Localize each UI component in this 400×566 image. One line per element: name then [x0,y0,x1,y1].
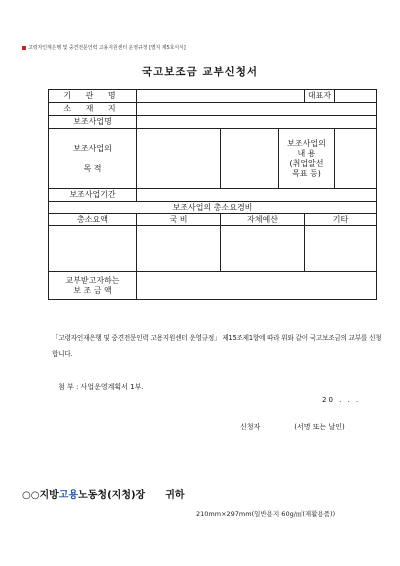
paper-spec-footer: 210mm×297mm(일반용지 60g/㎡(재활용품)) [196,510,336,518]
field-self-amount[interactable] [221,226,305,272]
label-location: 소 재 지 [49,103,137,116]
label-representative: 대표자 [305,90,335,103]
addressee [22,486,185,501]
field-representative[interactable] [335,90,377,103]
field-grant-amount[interactable] [137,272,377,300]
field-project-content[interactable] [335,129,377,189]
col-header-national: 국 비 [137,214,221,226]
label-project-purpose: 보조사업의 목 적 [49,129,137,189]
field-other-amount[interactable] [305,226,377,272]
label-project-period: 보조사업기간 [49,189,137,202]
label-project-name: 보조사업명 [49,116,137,129]
field-project-period[interactable] [137,189,377,202]
header-note-text: 고령자인재은행 및 중견전문인력 고용지원센터 운영규정 [별지 제5호서식] [28,45,186,51]
field-national-amount[interactable] [137,226,221,272]
field-institution-name[interactable] [137,90,305,103]
field-project-purpose[interactable] [137,129,221,189]
label-project-content: 보조사업의 내 용 (취업알선 목표 등) [279,129,335,189]
declaration-text: 「고령자인재은행 및 중견전문인력 고용지원센터 운영규정」 제15조제1항에 따라 위와 같이 국고보조금의 교부를 신청합니다. [52,334,382,358]
field-project-name[interactable] [137,116,377,129]
field-total-amount[interactable] [49,226,137,272]
form-title: 국고보조금 교부신청서 [141,66,259,78]
field-project-purpose-extra[interactable] [221,129,279,189]
field-location[interactable] [137,103,377,116]
signature-note: (서명 또는 날인) [294,423,345,431]
attachment-line: 첨 부 : 사업운영계획서 1부. [58,383,144,391]
date-line: 20 . . . [322,396,361,404]
application-form-table [48,89,377,300]
applicant-line [240,422,345,432]
label-total-cost: 보조사업의 총소요경비 [49,202,377,214]
addressee-suffix: 노동청(지청)장 [78,490,146,501]
col-header-self: 자체예산 [221,214,305,226]
label-grant-amount: 교부받고자하는 보 조 금 액 [49,272,137,300]
label-institution-name: 기 관 명 [49,90,137,103]
applicant-label: 신청자 [240,423,261,431]
col-header-other: 기타 [305,214,377,226]
addressee-honorific: 귀하 [165,490,185,501]
addressee-highlight: 고용 [58,490,79,501]
col-header-total: 총소요액 [49,214,137,226]
addressee-prefix: ○○지방 [22,490,59,501]
red-square-icon [22,46,26,50]
form-header-note [22,44,186,51]
